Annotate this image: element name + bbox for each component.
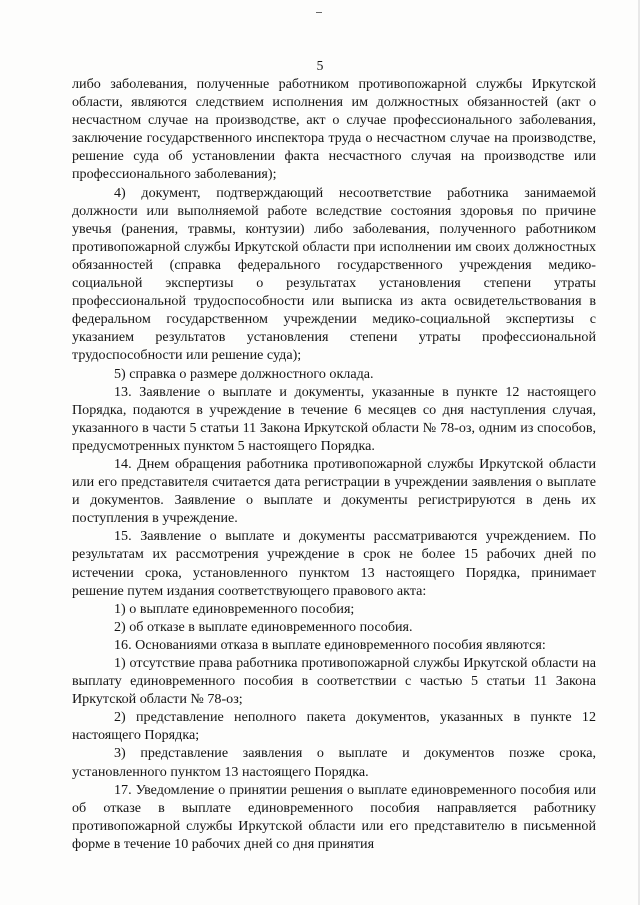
paragraph-15: 15. Заявление о выплате и документы рассматриваются учреждением. По результатам их рассмотрения учреждение в срок не более 15 рабочих дней по истечении срока, установленного пунктом 13 настоящего Порядка, принимает решение путем издания соответствующего правового акта: <box>72 528 596 599</box>
paragraph-16-item-1: 1) отсутствие права работника противопожарной службы Иркутской области на выплату единовременного пособия в соответствии с частью 5 статьи 11 Закона Иркутской области № 78-оз; <box>72 655 596 708</box>
paragraph-15-item-1: 1) о выплате единовременного пособия; <box>114 600 355 617</box>
paragraph-item-4: 4) документ, подтверждающий несоответствие работника занимаемой должности или выполняемой работе вследствие состояния здоровья по причине увечья (ранения, травмы, контузии) либо заболевания, полученного работником противопожарной службы Иркутской области при исполнении им своих должностных обязанностей (справка федерального государственного учреждения медико-социальной экспертизы о результатах установления степени утраты профессиональной трудоспособности или выписка из акта освидетельствования в федеральном государственном учреждении медико-социальной экспертизы с указанием результатов установления степени утраты профессиональной трудоспособности или решение суда); <box>72 184 596 364</box>
paragraph-17: 17. Уведомление о принятии решения о выплате единовременного пособия или об отказе в выплате единовременного пособия направляется работнику противопожарной службы Иркутской области или его представителю в письменной форме в течение 10 рабочих дней со дня принятия <box>72 781 596 852</box>
paragraph-16: 16. Основаниями отказа в выплате единовременного пособия являются: <box>114 636 546 653</box>
paragraph-15-item-2: 2) об отказе в выплате единовременного пособия. <box>114 618 413 635</box>
document-body <box>72 75 596 853</box>
scan-mark <box>316 12 322 13</box>
paragraph-16-item-3: 3) представление заявления о выплате и документов позже срока, установленного пунктом 13 настоящего Порядка. <box>72 745 596 780</box>
paragraph-16-item-2: 2) представление неполного пакета документов, указанных в пункте 12 настоящего Порядка; <box>72 709 596 744</box>
paragraph-item-5: 5) справка о размере должностного оклада. <box>114 365 374 382</box>
paragraph-13: 13. Заявление о выплате и документы, указанные в пункте 12 настоящего Порядка, подаются в учреждение в течение 6 месяцев со дня наступления случая, указанного в части 5 статьи 11 Закона Иркутской области № 78-оз, одним из способов, предусмотренных пунктом 5 настоящего Порядка. <box>72 383 596 454</box>
page-number: 5 <box>316 58 324 73</box>
paragraph-continuation: либо заболевания, полученные работником противопожарной службы Иркутской области, являются следствием исполнения им должностных обязанностей (акт о несчастном случае на производстве, акт о случае профессионального заболевания, заключение государственного инспектора труда о несчастном случае на производстве, решение суда об установлении факта несчастного случая на производстве или профессионального заболевания); <box>72 76 596 183</box>
paragraph-14: 14. Днем обращения работника противопожарной службы Иркутской области или его представителя считается дата регистрации в учреждении заявления о выплате и документов. Заявление о выплате и документы регистрируются в день их поступления в учреждение. <box>72 455 596 527</box>
